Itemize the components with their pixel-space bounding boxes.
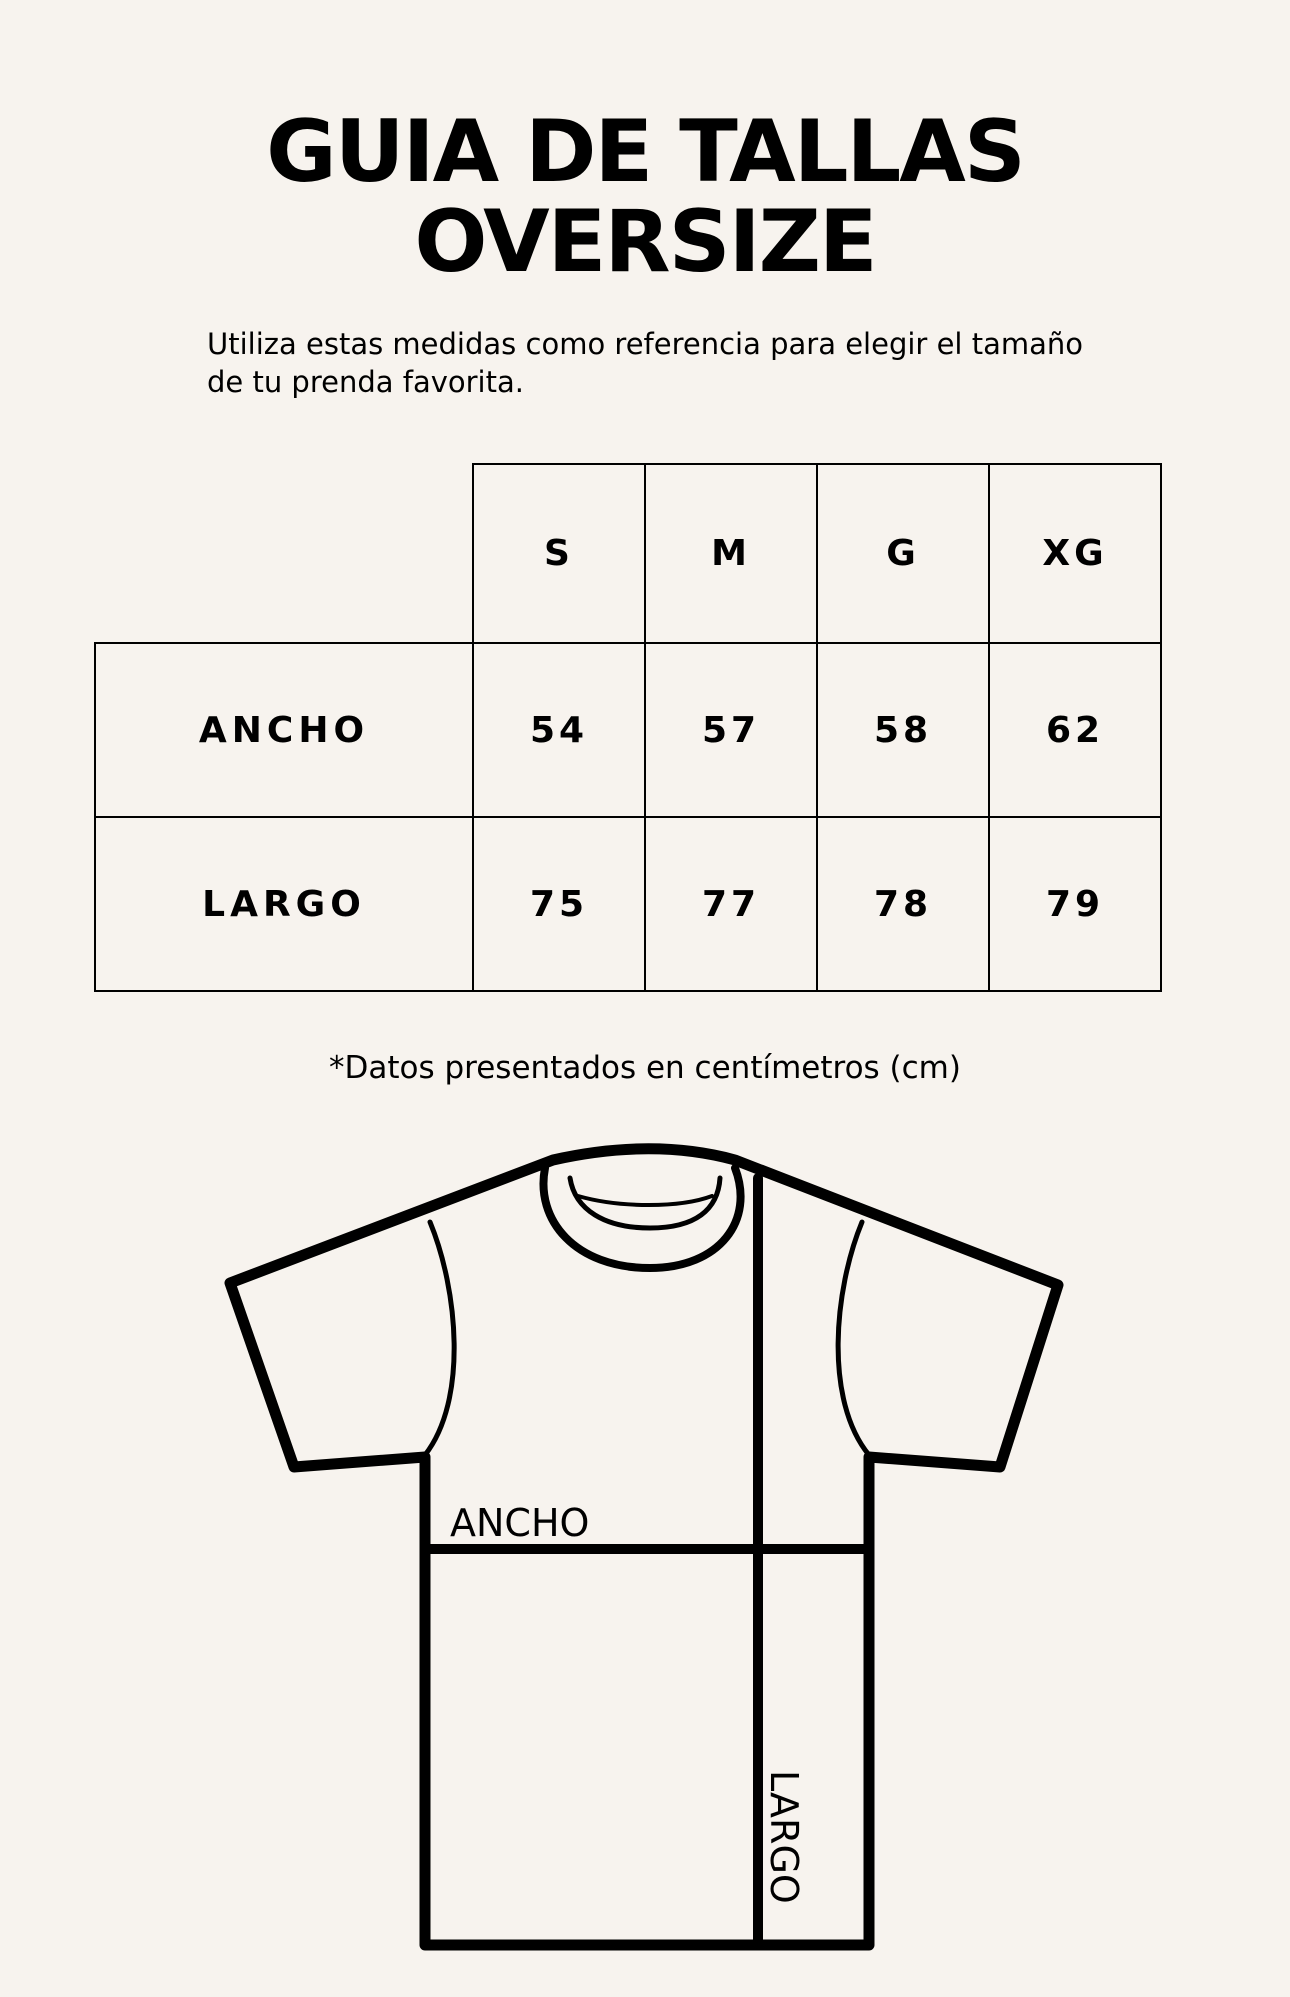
page-title-line-1: GUIA DE TALLAS	[266, 102, 1024, 202]
size-header-g: G	[817, 464, 989, 643]
right-sleeve-seam	[838, 1222, 869, 1455]
page-title-line-2: OVERSIZE	[414, 192, 876, 292]
row-label-largo: LARGO	[95, 817, 473, 991]
collar-back	[578, 1196, 712, 1205]
left-sleeve-seam	[425, 1222, 454, 1455]
ancho-value-xg: 62	[989, 643, 1161, 817]
ancho-value-g: 58	[817, 643, 989, 817]
ancho-value-m: 57	[645, 643, 817, 817]
size-header-s: S	[473, 464, 645, 643]
ancho-value-s: 54	[473, 643, 645, 817]
units-note: *Datos presentados en centímetros (cm)	[329, 1050, 961, 1086]
size-header-m: M	[645, 464, 817, 643]
largo-value-g: 78	[817, 817, 989, 991]
diagram-ancho-label: ANCHO	[450, 1501, 590, 1545]
largo-value-s: 75	[473, 817, 645, 991]
intro-text: Utiliza estas medidas como referencia para elegir el tamaño de tu prenda favorita.	[207, 327, 1083, 399]
size-header-xg: XG	[989, 464, 1161, 643]
diagram-largo-label: LARGO	[762, 1770, 806, 1904]
largo-value-m: 77	[645, 817, 817, 991]
largo-value-xg: 79	[989, 817, 1161, 991]
row-label-ancho: ANCHO	[95, 643, 473, 817]
